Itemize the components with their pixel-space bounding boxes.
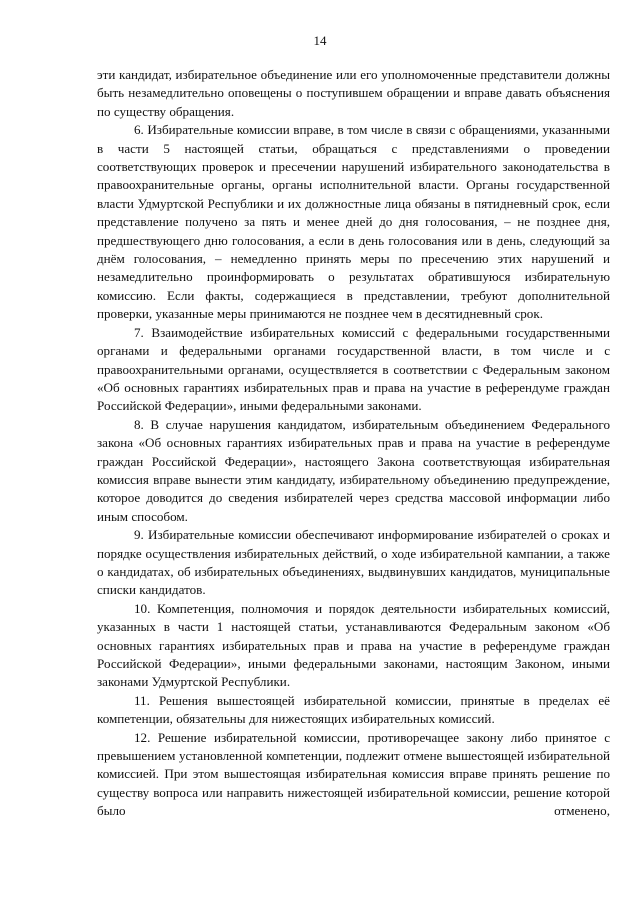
paragraph-10: 10. Компетенция, полномочия и порядок деятельности избирательных комиссий, указанных в части 1 настоящей статьи, устанавливаются Федеральным законом «Об основных гарантиях избирательных прав и права на участие в референдуме граждан Российской Федерации», иными федеральными законами, настоящим Законом, иными законами Удмуртской Республики. bbox=[97, 600, 610, 690]
paragraph-9: 9. Избирательные комиссии обеспечивают информирование избирателей о сроках и порядке осуществления избирательных действий, о ходе избирательной кампании, а также о кандидатах, об избирательных объединениях, выдвинувших кандидатов, муниципальные списки кандидатов. bbox=[97, 527, 610, 598]
paragraph-11: 11. Решения вышестоящей избирательной комиссии, принятые в пределах её компетенции, обязательны для нижестоящих избирательных комиссий. bbox=[97, 692, 610, 727]
paragraph-6: 6. Избирательные комиссии вправе, в том числе в связи с обращениями, указанными в части 5 настоящей статьи, обращаться с представлениями о проведении соответствующих проверок и пресечении нарушений избирательного законодательства в правоохранительные органы, органы исполнительной власти. Органы государственной власти Удмуртской Республики и их должностные лица обязаны в пятидневный срок, если представление получено за пять и менее дней до дня голосования, – не позднее дня, предшествующего дню голосования, а если в день голосования или в день, следующий за днём голосования, – немедленно принять меры по пресечению этих нарушений и незамедлительно проинформировать о результатах обратившуюся избирательную комиссию. Если факты, содержащиеся в представлении, требуют дополнительной проверки, указанные меры принимаются не позднее чем в десятидневный срок. bbox=[97, 122, 610, 322]
paragraph-7: 7. Взаимодействие избирательных комиссий с федеральными государственными органами и федеральными органами государственной власти, в том числе и с правоохранительными органами, осуществляется в соответствии с Федеральным законом «Об основных гарантиях избирательных прав и права на участие в референдуме граждан Российской Федерации», иными федеральными законами. bbox=[97, 324, 610, 414]
document-body bbox=[97, 66, 610, 821]
paragraph-continuation: эти кандидат, избирательное объединение или его уполномоченные представители должны быть незамедлительно оповещены о поступившем обращении и вправе давать объяснения по существу обращения. bbox=[97, 67, 610, 119]
paragraph-12: 12. Решение избирательной комиссии, противоречащее закону либо принятое с превышением установленной компетенции, подлежит отмене вышестоящей избирательной комиссией. При этом вышестоящая избирательная комиссия вправе принять решение по существу вопроса или направить нижестоящей избирательной комиссии, решение которой было отменено, bbox=[97, 729, 610, 819]
paragraph-8: 8. В случае нарушения кандидатом, избирательным объединением Федерального закона «Об основных гарантиях избирательных прав и права на участие в референдуме граждан Российской Федерации», настоящего Закона соответствующая избирательная комиссия вправе вынести этим кандидату, избирательному объединению предупреждение, которое доводится до сведения избирателей через средства массовой информации либо иным способом. bbox=[97, 416, 610, 524]
page-number: 14 bbox=[313, 33, 327, 48]
